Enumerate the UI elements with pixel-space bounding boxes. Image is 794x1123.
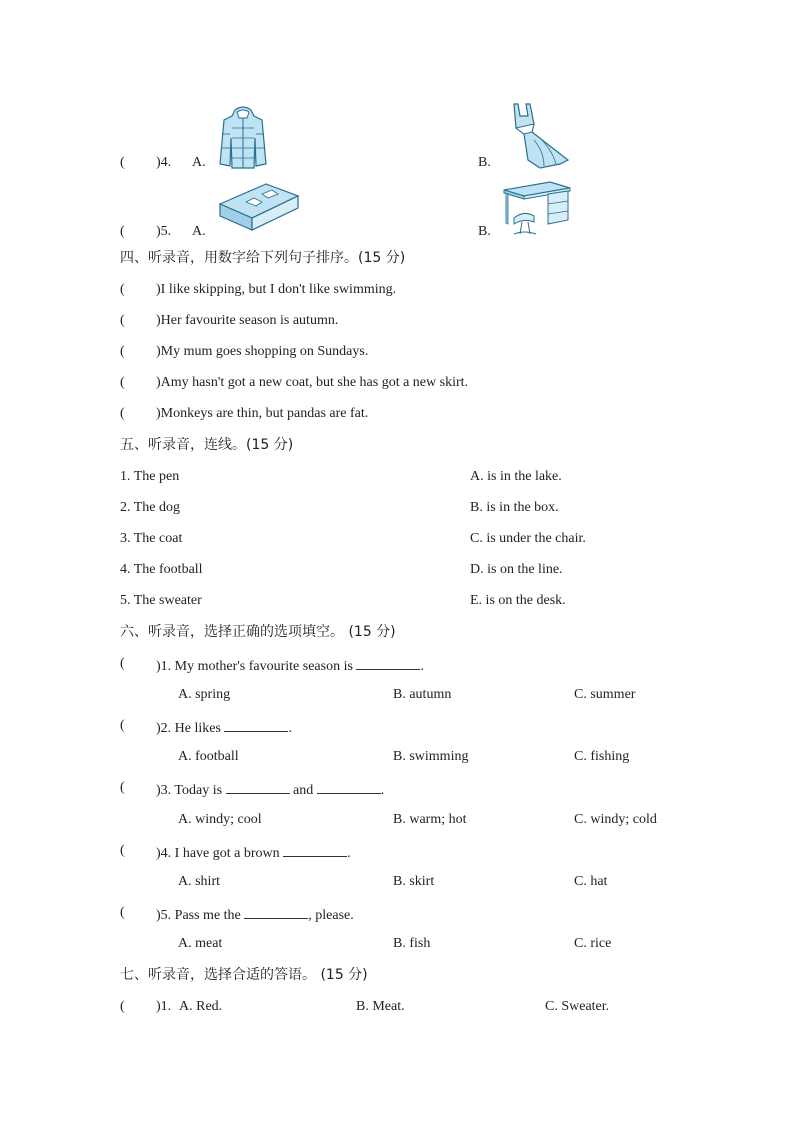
option-c: C. rice <box>574 936 612 951</box>
stem-text: . <box>380 783 385 798</box>
match-right-item: B. is in the box. <box>470 500 559 515</box>
option-a: A. meat <box>178 936 223 951</box>
sentence: )My mum goes shopping on Sundays. <box>156 344 369 359</box>
answer-paren: ( <box>120 155 125 170</box>
match-left-item: 5. The sweater <box>120 593 202 608</box>
match-left-item: 3. The coat <box>120 531 183 546</box>
section-4-heading: 四、听录音，用数字给下列句子排序。(15 分) <box>120 250 406 266</box>
answer-paren: ( <box>120 905 125 920</box>
answer-paren: ( <box>120 344 125 359</box>
section-7-heading: 七、听录音，选择合适的答语。 (15 分) <box>120 967 368 983</box>
desk-icon <box>500 180 572 238</box>
option-b: B. swimming <box>393 749 469 764</box>
answer-blank[interactable] <box>226 779 290 794</box>
answer-paren: ( <box>120 780 125 795</box>
answer-paren: ( <box>120 375 125 390</box>
question-stem <box>156 842 351 863</box>
answer-paren: ( <box>120 406 125 421</box>
option-a: A. shirt <box>178 874 220 889</box>
option-b: B. skirt <box>393 874 435 889</box>
option-a: A. football <box>178 749 239 764</box>
answer-paren: ( <box>120 313 125 328</box>
option-b: B. warm; hot <box>393 812 467 827</box>
option-c: C. summer <box>574 687 636 702</box>
sentence: )I like skipping, but I don't like swimming. <box>156 282 397 297</box>
sentence: )Her favourite season is autumn. <box>156 313 339 328</box>
option-a: A. windy; cool <box>178 812 262 827</box>
sentence: )Amy hasn't got a new coat, but she has got a new skirt. <box>156 375 469 390</box>
option-a: A. spring <box>178 687 231 702</box>
option-b: B. Meat. <box>356 999 405 1014</box>
option-c: C. windy; cold <box>574 812 657 827</box>
question-stem <box>156 779 384 800</box>
dress-icon <box>504 102 570 170</box>
question-stem <box>156 904 354 925</box>
question-number: )5. <box>156 224 172 239</box>
match-right-item: E. is on the desk. <box>470 593 566 608</box>
puffer-jacket-icon <box>218 104 268 170</box>
stem-text: and <box>289 783 317 798</box>
match-left-item: 2. The dog <box>120 500 181 515</box>
match-left-item: 1. The pen <box>120 469 180 484</box>
stem-text: , please. <box>308 908 354 923</box>
answer-blank[interactable] <box>224 717 288 732</box>
stem-text: )2. He likes <box>156 721 225 736</box>
option-a-label: A. <box>192 155 206 170</box>
stem-text: )1. My mother's favourite season is <box>156 659 357 674</box>
answer-paren: ( <box>120 843 125 858</box>
answer-paren: ( <box>120 656 125 671</box>
question-number: )4. <box>156 155 172 170</box>
match-right-item: D. is on the line. <box>470 562 563 577</box>
option-b-label: B. <box>478 155 491 170</box>
stem-text: )3. Today is <box>156 783 226 798</box>
option-a: A. Red. <box>179 999 223 1014</box>
option-c: C. fishing <box>574 749 630 764</box>
answer-paren: ( <box>120 224 125 239</box>
answer-paren: ( <box>120 282 125 297</box>
stem-text: . <box>347 846 351 861</box>
section-5-heading: 五、听录音，连线。(15 分) <box>120 437 294 453</box>
stem-text: )4. I have got a brown <box>156 846 284 861</box>
answer-blank[interactable] <box>283 842 347 857</box>
option-c: C. hat <box>574 874 608 889</box>
option-c: C. Sweater. <box>545 999 610 1014</box>
answer-paren: ( <box>120 718 125 733</box>
answer-blank[interactable] <box>244 904 308 919</box>
stem-text: )5. Pass me the <box>156 908 245 923</box>
option-b-label: B. <box>478 224 491 239</box>
option-b: B. autumn <box>393 687 452 702</box>
option-b: B. fish <box>393 936 431 951</box>
option-a-label: A. <box>192 224 206 239</box>
question-stem <box>156 655 424 676</box>
question-stem <box>156 717 292 738</box>
question-number: )1. <box>156 999 172 1014</box>
shoe-box-icon <box>216 180 300 232</box>
sentence: )Monkeys are thin, but pandas are fat. <box>156 406 369 421</box>
stem-text: . <box>420 659 424 674</box>
answer-paren: ( <box>120 999 125 1014</box>
answer-blank[interactable] <box>317 779 381 794</box>
match-left-item: 4. The football <box>120 562 203 577</box>
section-6-heading: 六、听录音，选择正确的选项填空。 (15 分) <box>120 624 396 640</box>
match-right-item: C. is under the chair. <box>470 531 586 546</box>
stem-text: . <box>288 721 292 736</box>
match-right-item: A. is in the lake. <box>470 469 562 484</box>
answer-blank[interactable] <box>356 655 420 670</box>
